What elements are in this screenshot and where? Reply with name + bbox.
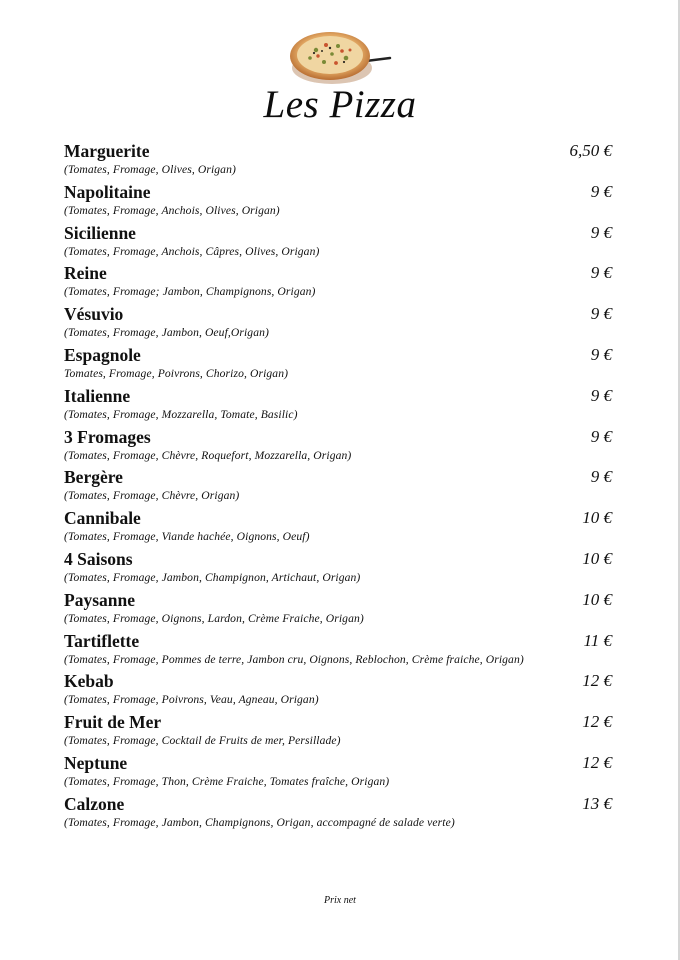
menu-item — [64, 548, 612, 589]
pizza-name: Bergère — [64, 467, 123, 488]
pizza-price: 9 € — [590, 344, 612, 364]
pizza-ingredients: (Tomates, Fromage, Thon, Crème Fraiche, Tomates fraîche, Origan) — [64, 774, 390, 788]
pizza-ingredients: (Tomates, Fromage; Jambon, Champignons, Origan) — [64, 285, 316, 299]
pizza-price: 9 € — [590, 385, 612, 405]
page-title: Les Pizza — [263, 83, 417, 126]
pizza-name: Italienne — [64, 385, 131, 406]
menu-item — [64, 752, 612, 793]
pizza-ingredients: (Tomates, Fromage, Jambon, Champignons, Origan, accompagné de salade verte) — [64, 815, 455, 829]
pizza-name: Vésuvio — [64, 304, 124, 325]
pizza-name: Cannibale — [64, 508, 141, 529]
pizza-price: 9 € — [590, 467, 612, 487]
menu-item — [64, 711, 612, 752]
pizza-ingredients: (Tomates, Fromage, Jambon, Oeuf,Origan) — [64, 326, 269, 340]
pizza-price: 10 € — [582, 589, 612, 609]
pizza-ingredients: (Tomates, Fromage, Oignons, Lardon, Crème Fraiche, Origan) — [64, 611, 364, 625]
pizza-name: Fruit de Mer — [64, 712, 162, 733]
pizza-price: 9 € — [590, 426, 612, 446]
pizza-price: 10 € — [582, 548, 612, 568]
pizza-price: 6,50 € — [569, 141, 612, 160]
menu-item — [64, 344, 612, 385]
pizza-price: 9 € — [590, 181, 612, 201]
menu-item — [64, 262, 612, 303]
pizza-name: 3 Fromages — [64, 426, 151, 447]
menu-item — [64, 303, 612, 344]
menu-item — [64, 222, 612, 263]
pizza-ingredients: (Tomates, Fromage, Olives, Origan) — [64, 163, 236, 176]
pizza-name: Calzone — [64, 793, 125, 814]
pizza-price: 12 € — [582, 752, 612, 772]
pizza-menu-list — [64, 140, 612, 834]
menu-item — [64, 466, 612, 507]
menu-item — [64, 385, 612, 426]
pizza-price: 9 € — [590, 304, 612, 324]
menu-item — [64, 630, 612, 671]
menu-item — [64, 181, 612, 222]
pizza-name: Napolitaine — [64, 181, 151, 202]
pizza-name: Espagnole — [64, 344, 141, 365]
pizza-ingredients: (Tomates, Fromage, Cocktail de Fruits de mer, Persillade) — [64, 734, 341, 748]
pizza-ingredients: (Tomates, Fromage, Pommes de terre, Jambon cru, Oignons, Reblochon, Crème fraiche, Origan) — [64, 652, 524, 666]
pizza-name: Neptune — [64, 752, 128, 773]
pizza-price: 12 € — [582, 712, 612, 732]
pizza-name: Reine — [64, 263, 107, 284]
pizza-price: 11 € — [583, 630, 612, 650]
pizza-name: 4 Saisons — [64, 548, 133, 569]
pizza-ingredients: (Tomates, Fromage, Chèvre, Origan) — [64, 489, 240, 503]
pizza-ingredients: (Tomates, Fromage, Anchois, Olives, Origan) — [64, 203, 280, 217]
menu-item — [64, 507, 612, 548]
pizza-name: Kebab — [64, 671, 114, 692]
pizza-ingredients: (Tomates, Fromage, Chèvre, Roquefort, Mozzarella, Origan) — [64, 448, 352, 462]
pizza-name: Paysanne — [64, 589, 135, 610]
menu-item — [64, 589, 612, 630]
pizza-ingredients: (Tomates, Fromage, Mozzarella, Tomate, Basilic) — [64, 407, 298, 421]
menu-item — [64, 670, 612, 711]
pizza-price: 13 € — [582, 793, 612, 813]
pizza-name: Sicilienne — [64, 222, 136, 243]
pizza-name: Tartiflette — [64, 630, 140, 651]
menu-item — [64, 426, 612, 467]
pizza-ingredients: Tomates, Fromage, Poivrons, Chorizo, Origan) — [64, 366, 289, 380]
pizza-ingredients: (Tomates, Fromage, Viande hachée, Oignons, Oeuf) — [64, 530, 310, 544]
pizza-price: 12 € — [582, 671, 612, 691]
pizza-ingredients: (Tomates, Fromage, Anchois, Câpres, Olives, Origan) — [64, 244, 320, 258]
pizza-price: 10 € — [582, 508, 612, 528]
pizza-price: 9 € — [590, 263, 612, 283]
pizza-peel-icon — [286, 28, 396, 88]
menu-item — [64, 793, 612, 834]
pizza-price: 9 € — [590, 222, 612, 242]
menu-item — [64, 140, 612, 181]
pizza-name: Marguerite — [64, 141, 150, 161]
pizza-ingredients: (Tomates, Fromage, Jambon, Champignon, Artichaut, Origan) — [64, 570, 361, 584]
pizza-ingredients: (Tomates, Fromage, Poivrons, Veau, Agneau, Origan) — [64, 693, 319, 707]
footer-note: Prix net — [324, 895, 356, 906]
